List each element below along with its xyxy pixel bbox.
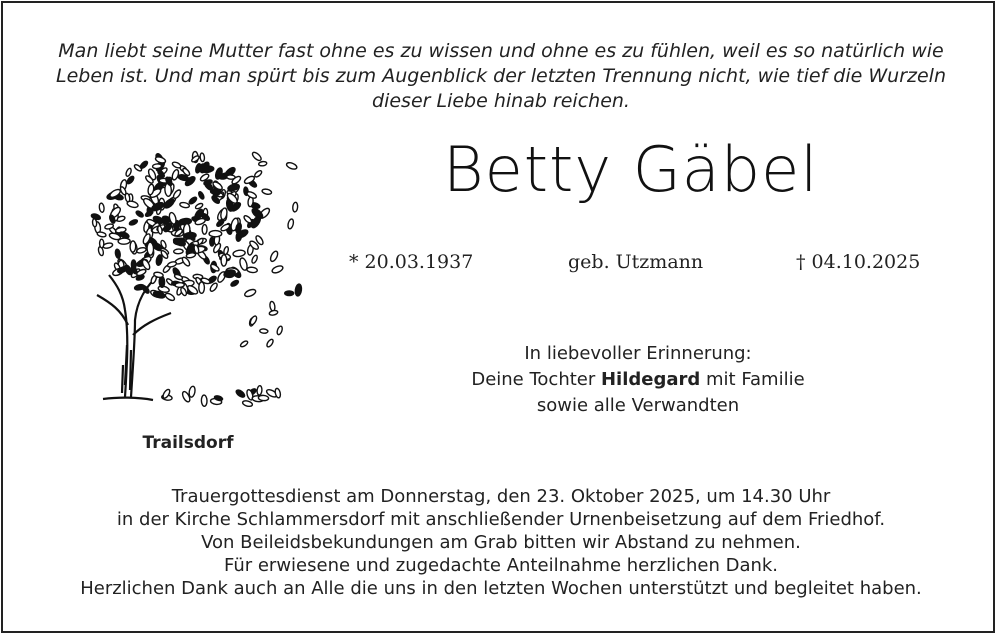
- service-line: Für erwiesene und zugedachte Anteilnahme herzlichen Dank.: [223, 555, 779, 576]
- signature-block: [423, 341, 853, 419]
- quote-line: Man liebt seine Mutter fast ohne es zu wissen und ohne es zu fühlen, weil es so natürlich wie: [58, 40, 944, 62]
- service-line: in der Kirche Schlammersdorf mit anschließender Urnenbeisetzung auf dem Friedhof.: [116, 509, 886, 530]
- memorial-quote: [23, 39, 979, 114]
- signature-line: [423, 367, 853, 393]
- obituary-card: [1, 1, 995, 633]
- signature-text: Deine Tochter: [471, 369, 601, 390]
- service-line: Herzlichen Dank auch an Alle die uns in den letzten Wochen unterstützt und begleitet haben.: [80, 578, 922, 599]
- deceased-name: Betty Gäbel: [443, 133, 819, 206]
- service-info: [23, 485, 979, 600]
- quote-line: dieser Liebe hinab reichen.: [372, 90, 630, 112]
- place-name: Trailsdorf: [142, 433, 234, 453]
- signature-line: sowie alle Verwandten: [536, 395, 740, 416]
- quote-line: Leben ist. Und man spürt bis zum Augenblick der letzten Trennung nicht, wie tief die Wurzeln: [55, 65, 946, 87]
- birth-date: * 20.03.1937: [349, 251, 474, 273]
- signature-line: In liebevoller Erinnerung:: [524, 343, 752, 364]
- signature-text: mit Familie: [700, 369, 805, 390]
- service-line: Trauergottesdienst am Donnerstag, den 23. Oktober 2025, um 14.30 Uhr: [171, 486, 831, 507]
- service-line: Von Beileidsbekundungen am Grab bitten wir Abstand zu nehmen.: [201, 532, 801, 553]
- tree-with-falling-leaves-icon: [73, 135, 313, 415]
- death-date: † 04.10.2025: [796, 251, 921, 273]
- maiden-name: geb. Utzmann: [568, 251, 704, 273]
- daughter-name: Hildegard: [600, 369, 701, 390]
